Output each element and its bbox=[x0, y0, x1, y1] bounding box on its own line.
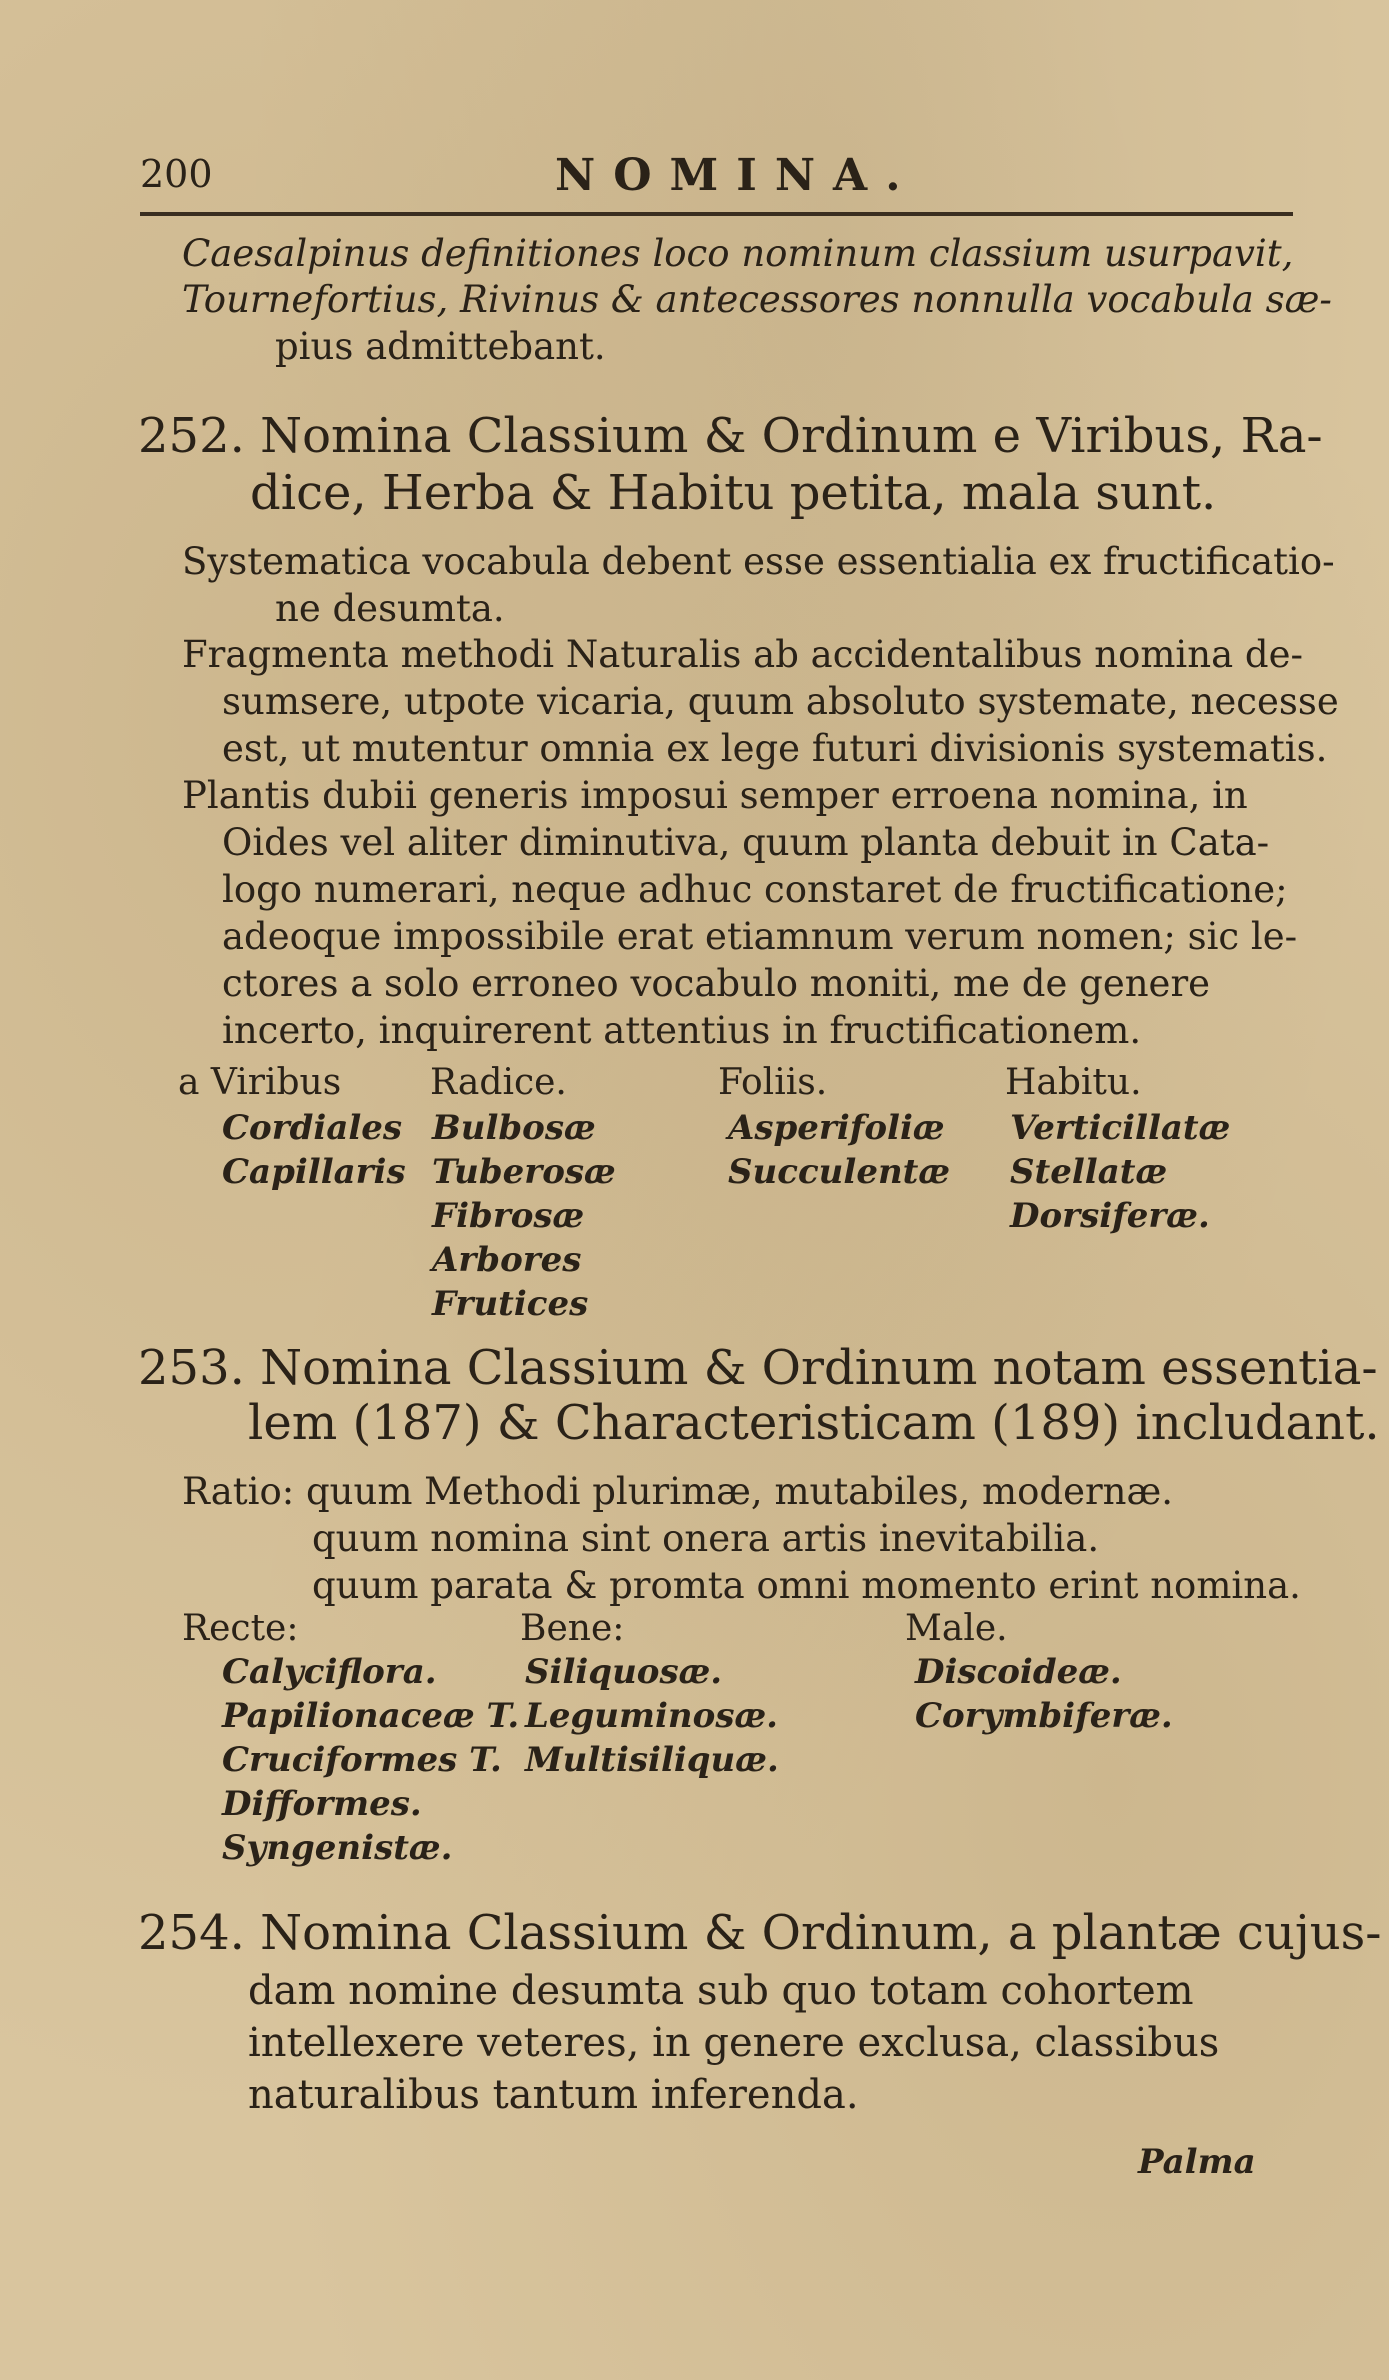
body-line: sumsere, utpote vicaria, quum absoluto systemate, necesse bbox=[222, 680, 1339, 723]
table-cell: Calyciflora. bbox=[222, 1652, 437, 1692]
section-heading: dice, Herba & Habitu petita, mala sunt. bbox=[250, 465, 1217, 521]
table-cell: Syngenistæ. bbox=[222, 1828, 453, 1868]
table-cell: Difformes. bbox=[222, 1784, 422, 1824]
body-line: adeoque impossibile erat etiamnum verum nomen; sic le- bbox=[222, 915, 1298, 958]
intro-line: Tournefortius, Rivinus & antecessores nonnulla vocabula sæ- bbox=[182, 278, 1332, 321]
body-line: intellexere veteres, in genere exclusa, classibus bbox=[248, 2020, 1220, 2066]
column-head: a Viribus bbox=[178, 1062, 342, 1103]
table-cell: Stellatæ bbox=[1010, 1152, 1168, 1192]
section-heading: lem (187) & Characteristicam (189) includant. bbox=[248, 1395, 1380, 1451]
body-line: ctores a solo erroneo vocabulo moniti, me de genere bbox=[222, 962, 1211, 1005]
table-cell: Capillaris bbox=[222, 1152, 406, 1192]
column-head: Foliis. bbox=[718, 1062, 828, 1103]
body-line: Systematica vocabula debent esse essentialia ex fructificatio- bbox=[182, 540, 1335, 583]
table-cell: Cordiales bbox=[222, 1108, 403, 1148]
body-line: est, ut mutentur omnia ex lege futuri divisionis systematis. bbox=[222, 727, 1328, 770]
body-line: Plantis dubii generis imposui semper erroena nomina, in bbox=[182, 774, 1248, 817]
table-cell: Fibrosæ bbox=[432, 1196, 585, 1236]
body-line: dam nomine desumta sub quo totam cohortem bbox=[248, 1968, 1194, 2014]
body-line: incerto, inquirerent attentius in fructificationem. bbox=[222, 1009, 1142, 1052]
table-cell: Siliquosæ. bbox=[525, 1652, 723, 1692]
body-line: logo numerari, neque adhuc constaret de fructificatione; bbox=[222, 868, 1288, 911]
table-cell: Asperifoliæ bbox=[728, 1108, 945, 1148]
body-line: naturalibus tantum inferenda. bbox=[248, 2072, 859, 2118]
table-cell: Frutices bbox=[432, 1284, 589, 1324]
intro-line: Caesalpinus definitiones loco nominum classium usurpavit, bbox=[182, 232, 1294, 275]
column-head: Recte: bbox=[182, 1608, 299, 1649]
table-cell: Discoideæ. bbox=[915, 1652, 1122, 1692]
body-line: quum parata & promta omni momento erint nomina. bbox=[312, 1564, 1301, 1607]
table-cell: Dorsiferæ. bbox=[1010, 1196, 1210, 1236]
table-cell: Multisiliquæ. bbox=[525, 1740, 779, 1780]
table-cell: Cruciformes T. bbox=[222, 1740, 502, 1780]
column-head: Male. bbox=[905, 1608, 1008, 1649]
header-rule bbox=[140, 212, 1293, 216]
intro-line: pius admittebant. bbox=[275, 325, 606, 368]
column-head: Habitu. bbox=[1005, 1062, 1142, 1103]
body-line: quum nomina sint onera artis inevitabilia. bbox=[312, 1517, 1100, 1560]
running-head: NOMINA. bbox=[555, 150, 919, 201]
body-line: Oides vel aliter diminutiva, quum planta debuit in Cata- bbox=[222, 821, 1270, 864]
body-line: Ratio: quum Methodi plurimæ, mutabiles, modernæ. bbox=[182, 1470, 1174, 1513]
body-line: Fragmenta methodi Naturalis ab accidentalibus nomina de- bbox=[182, 633, 1304, 676]
body-line: ne desumta. bbox=[275, 587, 505, 630]
table-cell: Bulbosæ bbox=[432, 1108, 596, 1148]
page-number: 200 bbox=[140, 152, 213, 196]
section-heading: 252. Nomina Classium & Ordinum e Viribus, Ra- bbox=[138, 408, 1323, 464]
table-cell: Verticillatæ bbox=[1010, 1108, 1231, 1148]
section-heading: 253. Nomina Classium & Ordinum notam essentia- bbox=[138, 1340, 1378, 1396]
table-cell: Leguminosæ. bbox=[525, 1696, 778, 1736]
table-cell: Corymbiferæ. bbox=[915, 1696, 1173, 1736]
column-head: Radice. bbox=[430, 1062, 567, 1103]
table-cell: Tuberosæ bbox=[432, 1152, 616, 1192]
catchword: Palma bbox=[1138, 2142, 1256, 2182]
section-heading: 254. Nomina Classium & Ordinum, a plantæ cujus- bbox=[138, 1905, 1382, 1961]
table-cell: Papilionaceæ T. bbox=[222, 1696, 520, 1736]
table-cell: Succulentæ bbox=[728, 1152, 951, 1192]
column-head: Bene: bbox=[520, 1608, 625, 1649]
table-cell: Arbores bbox=[432, 1240, 582, 1280]
